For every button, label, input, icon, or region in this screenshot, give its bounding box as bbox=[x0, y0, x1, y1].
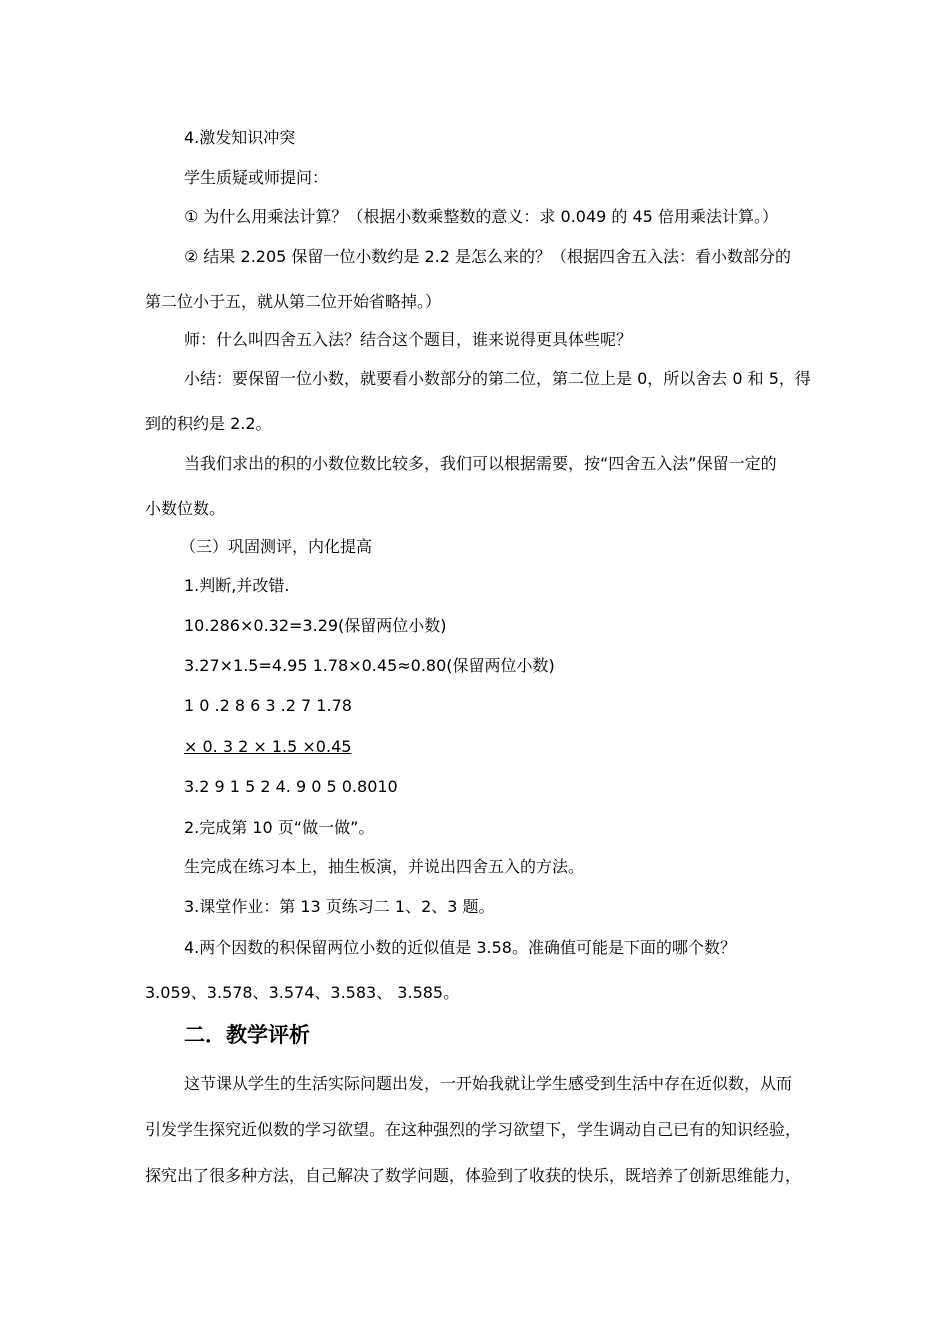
exercise-item: 4.两个因数的积保留两位小数的近似值是 3.58。准确值可能是下面的哪个数？ bbox=[184, 938, 736, 957]
paragraph: 师：什么叫四舍五入法？结合这个题目，谁来说得更具体些呢？ bbox=[184, 330, 633, 349]
exercise-item: 2.完成第 10 页“做一做”。 bbox=[184, 818, 375, 837]
section-item-heading: 4.激发知识冲突 bbox=[184, 128, 296, 147]
vertical-calc-line-underlined: × 0. 3 2 × 1.5 ×0.45 bbox=[184, 737, 352, 756]
paragraph: 小结：要保留一位小数，就要看小数部分的第二位，第二位上是 0，所以舍去 0 和 5，得 bbox=[184, 369, 811, 388]
paragraph-continuation: 小数位数。 bbox=[145, 499, 226, 518]
vertical-calc-line: 3.2 9 1 5 2 4. 9 0 5 0.8010 bbox=[184, 777, 398, 796]
answer-options: 3.059、3.578、3.574、3.583、 3.585。 bbox=[145, 983, 460, 1002]
paragraph: ② 结果 2.205 保留一位小数约是 2.2 是怎么来的？（根据四舍五入法：看小数部分的 bbox=[184, 247, 792, 266]
exercise-item: 1.判断,并改错. bbox=[184, 576, 290, 595]
analysis-paragraph-continuation: 探究出了很多种方法，自己解决了数学问题，体验到了收获的快乐，既培养了创新思维能力， bbox=[145, 1166, 802, 1185]
exercise-item: 3.课堂作业：第 13 页练习二 1、2、3 题。 bbox=[184, 897, 495, 916]
paragraph: 生完成在练习本上，抽生板演，并说出四舍五入的方法。 bbox=[184, 857, 585, 876]
equation-line: 10.286×0.32=3.29(保留两位小数) bbox=[184, 616, 447, 635]
paragraph: 当我们求出的积的小数位数比较多，我们可以根据需要，按“四舍五入法”保留一定的 bbox=[184, 454, 777, 473]
subsection-title: （三）巩固测评，内化提高 bbox=[180, 537, 373, 556]
paragraph-continuation: 第二位小于五，就从第二位开始省略掉。） bbox=[145, 292, 442, 311]
paragraph: 学生质疑或师提问： bbox=[184, 168, 329, 187]
analysis-paragraph: 这节课从学生的生活实际问题出发，一开始我就让学生感受到生活中存在近似数，从而 bbox=[184, 1074, 793, 1093]
equation-line: 3.27×1.5=4.95 1.78×0.45≈0.80(保留两位小数) bbox=[184, 656, 555, 675]
paragraph: ① 为什么用乘法计算？（根据小数乘整数的意义：求 0.049 的 45 倍用乘法计算。） bbox=[184, 207, 778, 226]
vertical-calc-line: 1 0 .2 8 6 3 .2 7 1.78 bbox=[184, 696, 352, 715]
analysis-paragraph-continuation: 引发学生探究近似数的学习欲望。在这种强烈的学习欲望下，学生调动自己已有的知识经验， bbox=[145, 1120, 802, 1139]
paragraph-continuation: 到的积约是 2.2。 bbox=[145, 414, 272, 433]
section-heading: 二．教学评析 bbox=[184, 1023, 310, 1047]
